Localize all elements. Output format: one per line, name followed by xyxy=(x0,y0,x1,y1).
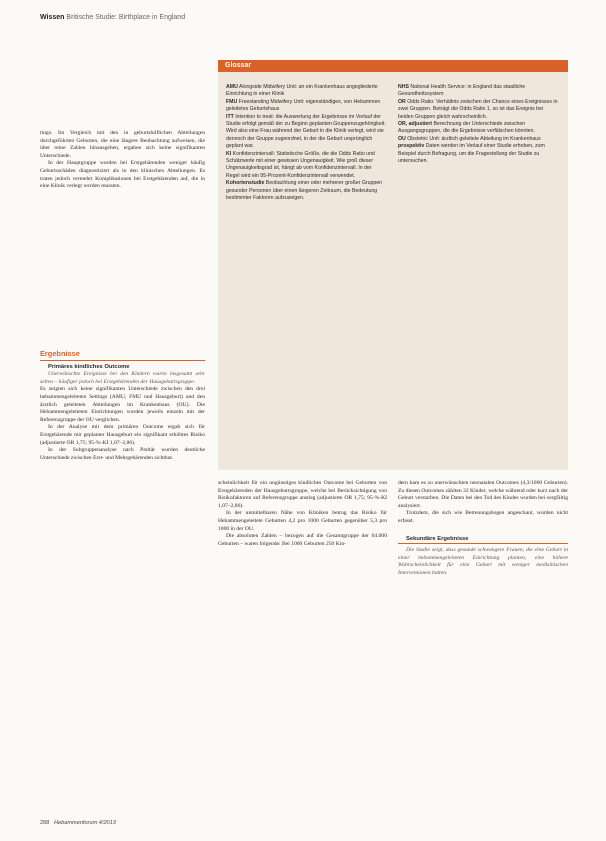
primary-outcome-heading: Primäres kindliches Outcome xyxy=(48,363,130,370)
glossary-title: Glossar xyxy=(225,62,252,69)
glossary-entry xyxy=(398,136,558,143)
body-paragraph: In der Subgruppenanalyse nach Parität wurden deutliche Unterschiede zwischen Erst- und Mehrgebärenden sichtbar. xyxy=(40,447,205,461)
article-column-2 xyxy=(218,480,387,548)
journal-name: Hebammenforum 4/2013 xyxy=(54,820,116,826)
glossary-definition: National Health Service: in England das staatliche Gesundheitssystem xyxy=(398,84,526,98)
body-paragraph: Die absoluten Zahlen – bezogen auf die Gesamtgruppe der 64.000 Geburten – waren folgende: Bei 1000 Geburten 250 Kin- xyxy=(218,533,387,547)
page-header xyxy=(40,14,185,21)
secondary-results-lead: Die Studie zeigt, dass gesunde schwangere Frauen, die eine Geburt in einer hebammengeleiteten Einrichtung planten, eine höhere Wahrscheinlichkeit für eine Geburt mit weniger medizinischen Interventionen hatten. xyxy=(398,547,568,576)
glossary-entry xyxy=(226,151,386,181)
glossary-definition: Obstetric Unit: ärztlich geleitete Abteilung im Krankenhaus xyxy=(407,135,541,142)
glossary-term: OR, adjustiert xyxy=(398,121,433,128)
body-paragraph: In der unmittelbaren Nähe von Kliniken betrug das Risiko für Hebammengeleitete Geburten 4,2 pro 1000 Geburten gegenüber 5,3 pro 1000 in der OU. xyxy=(218,510,387,532)
glossary-entry xyxy=(226,99,386,114)
section-divider xyxy=(40,360,205,361)
header-title: Britische Studie: Birthplace in England xyxy=(66,14,186,21)
glossary-entry xyxy=(398,143,558,165)
glossary-term: KI xyxy=(226,150,232,157)
glossary-definition: Odds Ratio: Verhältnis zwischen der Chance eines Ereignisses in zwei Gruppen. Beträgt die Odds Ratio 1, so ist das Ereignis bei beiden Gruppen gleich wahrscheinlich. xyxy=(398,98,558,120)
glossary-term: NHS xyxy=(398,84,409,90)
body-paragraph: Es zeigten sich keine signifikanten Unterschiede zwischen den drei hebammengeleiteten Settings (AMU, FMU und Hausgeburt) und den ärztlich geleiteten Abteilungen im Krankenhaus (OU). Die Hebammengeleiteten Einrichtungen wurden jeweils einzeln mit der Referenzgruppe der OU verglichen. xyxy=(40,386,205,423)
header-section: Wissen xyxy=(40,14,65,21)
glossary-column-right xyxy=(398,84,558,165)
glossary-entry xyxy=(398,99,558,121)
glossary-definition: Beobachtung einer oder mehrerer großer Gruppen gesunder Personen über einen längeren Zeitraum, die Bedeutung bestimmter Faktoren aufzuzeigen. xyxy=(226,180,383,202)
body-paragraph: Trotzdem, die sich wie Betreuungsbogen angeschaut, wurden nicht erfasst. xyxy=(398,510,568,524)
glossary-header-bar xyxy=(218,60,568,72)
glossary-definition: Intention to treat: die Auswertung der Ergebnisse im Verlauf der Studie erfolgt gemäß der zu Beginn geplanten Gruppenzugehörigkeit. Wird also eine Frau während der Geburt in die Klinik verlegt, wird sie dennoch der Gruppe zugeordnet, in der die Geburt ursprünglich geplant war. xyxy=(226,113,386,150)
results-heading: Ergebnisse xyxy=(40,349,80,358)
results-section xyxy=(40,350,205,462)
secondary-results-heading: Sekundäre Ergebnisse xyxy=(406,535,469,542)
glossary-entry xyxy=(226,180,386,202)
glossary-term: OU xyxy=(398,135,406,142)
glossary-definition: Daten werden im Verlauf einer Studie erhoben, zum Beispiel durch Befragung, um die Fragestellung der Studie zu untersuchen. xyxy=(398,143,545,165)
glossary-definition: Berechnung der Unterschiede zwischen Ausgangsgruppen, die die Ergebnisse verfälschen könnten. xyxy=(398,121,535,135)
glossary-term: prospektiv xyxy=(398,143,425,150)
body-paragraph: In der Analyse mit dem primären Outcome ergab sich für Erstgebärende mit geplanter Hausgeburt ein signifikant erhöhtes Risiko (adjustierte OR 1,75; 95-%-KI 1,07–2,86). xyxy=(40,424,205,446)
glossary-definition: Freestanding Midwifery Unit: eigenständiges, von Hebammen geleitetes Geburtshaus xyxy=(226,98,381,113)
glossary-term: Kohortenstudie xyxy=(226,180,265,187)
body-paragraph: dern kam es zu unerwünschten neonatalen Outcomes (4,3/1000 Geburten). Zu diesen Outcomes zählten 32 Kinder, welche während oder kurz nach der Geburt verstarben. Die Daten bei den Tod des Kindes wurden bei sorgfältig analysiert. xyxy=(398,480,568,509)
primary-outcome-lead: Unerwünschte Ereignisse bei den Kindern waren insgesamt sehr selten – häufiger jedoch bei Erstgebärenden der Hausgeburtsgruppe. xyxy=(40,371,205,385)
article-column-3 xyxy=(398,480,568,578)
page-footer xyxy=(40,820,116,826)
glossary-definition: Alongside Midwifery Unit: an ein Krankenhaus angegliederte Einrichtung in einer Klinik xyxy=(226,84,378,98)
body-paragraph: tings. Im Vergleich mit den in geburtshilflichen Abteilungen durchgeführten Geburten, die eine längere Beobachtung aufweisen, die über reine Zahlen hinausgehen, ergaben sich keine signifikanten Unterschiede. xyxy=(40,130,205,159)
glossary-term: ITT xyxy=(226,113,234,120)
glossary-entry xyxy=(226,84,386,99)
glossary-entry xyxy=(398,84,558,99)
glossary-box xyxy=(218,60,568,470)
glossary-entry xyxy=(398,121,558,136)
glossary-term: FMU xyxy=(226,98,238,105)
body-paragraph: scheinlichkeit für ein ungünstiges kindliches Outcome bei Geburten von Erstgebärenden der Hausgeburtsgruppe, welche bei Berücksichtigung von Risikofaktoren auf Referenzgruppe anstieg (adjustierte OR 1,75; 95-%-KI 1,07–2,86). xyxy=(218,480,387,509)
article-column-1 xyxy=(40,130,205,191)
section-divider xyxy=(398,543,568,544)
glossary-definition: Konfidenzintervall: Statistische Größe, die die Odds Ratio und Schätzwerte mit einer gewissen Ungenauigkeit. Wie groß dieser Ungenauigkeitsgrad ist, hängt ab vom Konfidenzintervall. In der Regel wird ein 95-Prozent-Konfidenzintervall verwendet. xyxy=(226,150,375,179)
glossary-term: OR xyxy=(398,98,406,105)
body-paragraph: In der Hauptgruppe wurden bei Erstgebärenden weniger häufig Geburtsschäden diagnostiziert als in den klinischen Abteilungen. Es traten jedoch vermehrt Komplikationen bei Erstgebärenden auf, die in eine Klinik verlegt werden mussten. xyxy=(40,160,205,190)
glossary-entry xyxy=(226,114,386,151)
page-number: 288 xyxy=(40,820,50,826)
glossary-column-left xyxy=(226,84,386,203)
glossary-term: AMU xyxy=(226,84,238,90)
